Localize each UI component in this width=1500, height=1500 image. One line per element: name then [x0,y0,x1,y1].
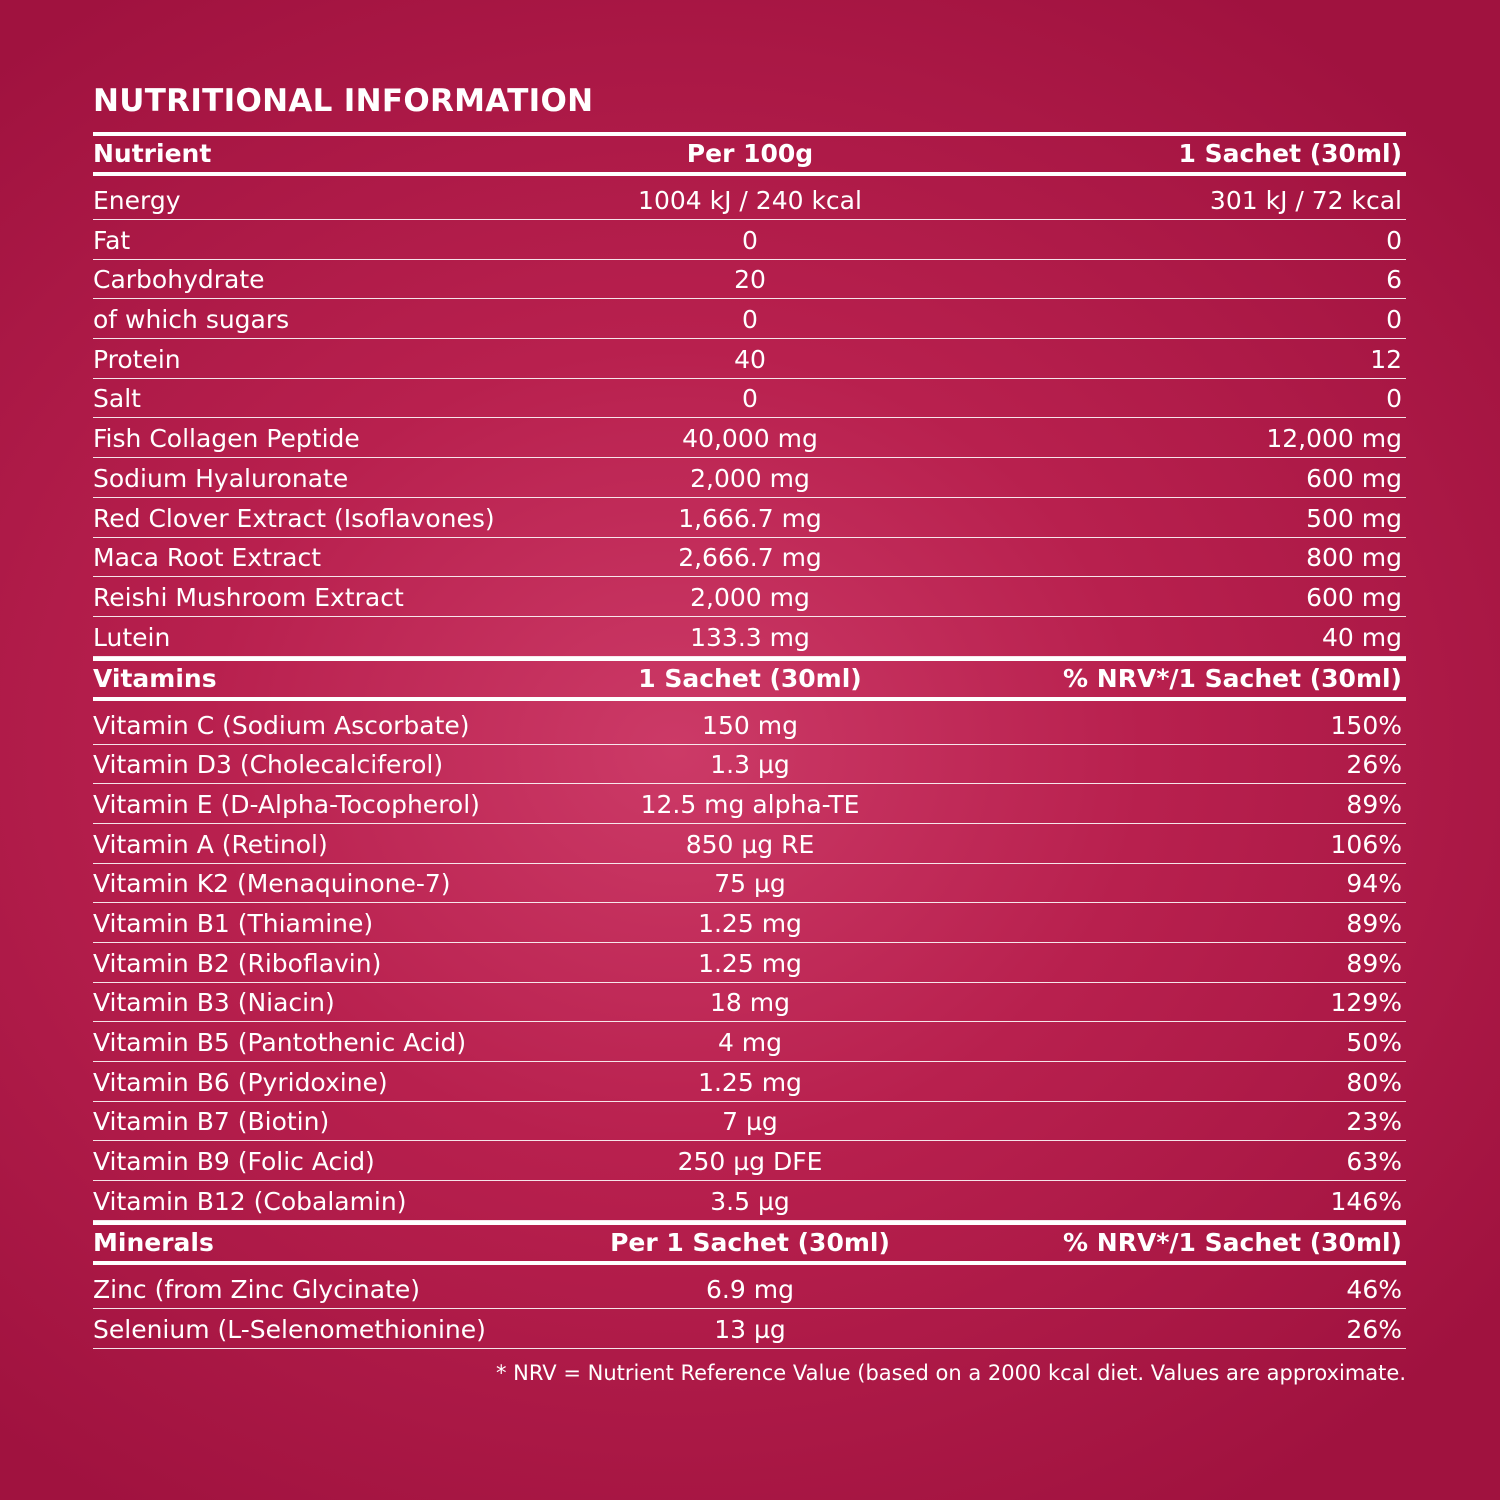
row-value: 46% [1346,1274,1402,1304]
row-value: 94% [1346,869,1402,899]
row-label: Vitamin B9 (Folic Acid) [93,1147,375,1177]
row-value: 301 kJ / 72 kcal [1209,186,1402,215]
table-row [93,176,1406,220]
row-label: Lutein [93,622,171,652]
row-value: 18 mg [710,988,790,1018]
table-row [93,379,1406,419]
table-row [93,260,1406,300]
row-label: Vitamin B3 (Niacin) [93,988,335,1018]
row-value: 1.25 mg [698,948,802,978]
table-row [93,418,1406,458]
row-value: 600 mg [1306,463,1402,493]
table-row [93,983,1406,1023]
row-value: 12 [1370,344,1402,374]
row-value: 26% [1346,750,1402,780]
row-value: 12.5 mg alpha-TE [640,789,860,819]
row-label: Fish Collagen Peptide [93,424,360,454]
row-value: 26% [1346,1314,1402,1344]
row-value: 0 [1386,305,1402,335]
minerals-header-cell: % NRV*/1 Sachet (30ml) [1063,1227,1402,1257]
row-label: Vitamin B6 (Pyridoxine) [93,1067,388,1097]
table-row [93,1062,1406,1102]
table-row [93,1022,1406,1062]
row-label: Protein [93,344,181,374]
table-row [93,617,1406,657]
vitamins-header-cell: % NRV*/1 Sachet (30ml) [1063,663,1402,693]
table-row [93,701,1406,745]
row-value: 150 mg [702,710,798,740]
table-row [93,1309,1406,1349]
minerals-section [93,1221,1406,1349]
row-label: Salt [93,384,141,414]
row-label: Vitamin E (D-Alpha-Tocopherol) [93,789,480,819]
row-value: 0 [742,225,758,255]
row-value: 129% [1330,988,1402,1018]
row-value: 89% [1346,789,1402,819]
nutrients-header-cell: 1 Sachet (30ml) [1178,139,1402,168]
row-label: Energy [93,186,181,215]
row-value: 6.9 mg [706,1274,794,1304]
row-value: 1.25 mg [698,909,802,938]
row-value: 0 [742,384,758,414]
row-label: Vitamin B5 (Pantothenic Acid) [93,1028,467,1058]
table-row [93,1181,1406,1221]
table-row [93,864,1406,904]
table-row [93,745,1406,785]
row-value: 7 µg [722,1107,778,1137]
row-value: 500 mg [1306,503,1402,533]
row-label: Vitamin B1 (Thiamine) [93,909,374,938]
row-value: 40,000 mg [682,424,818,454]
table-row [93,1102,1406,1142]
row-label: Maca Root Extract [93,543,322,573]
row-value: 6 [1386,265,1402,295]
row-label: Selenium (L-Selenomethionine) [93,1314,486,1344]
row-label: Zinc (from Zinc Glycinate) [93,1274,421,1304]
table-row [93,498,1406,538]
minerals-header-row [93,1221,1406,1265]
table-row [93,1265,1406,1309]
nutrition-panel [93,80,1406,1385]
row-value: 12,000 mg [1266,424,1402,454]
row-label: Sodium Hyaluronate [93,463,349,493]
nutrients-header-cell: Nutrient [93,139,212,168]
table-row [93,903,1406,943]
row-value: 1.3 µg [710,750,790,780]
vitamins-header-row [93,657,1406,701]
row-value: 106% [1330,829,1402,859]
table-row [93,824,1406,864]
row-label: Vitamin B2 (Riboflavin) [93,948,382,978]
row-label: Vitamin C (Sodium Ascorbate) [93,710,470,740]
row-value: 133.3 mg [690,622,810,652]
row-label: Vitamin D3 (Cholecalciferol) [93,750,444,780]
table-row [93,220,1406,260]
row-value: 0 [742,305,758,335]
row-value: 2,666.7 mg [678,543,822,573]
table-row [93,299,1406,339]
row-label: Vitamin K2 (Menaquinone-7) [93,869,451,899]
row-value: 23% [1346,1107,1402,1137]
nutrients-section [93,132,1406,657]
row-value: 2,000 mg [690,582,810,612]
row-value: 800 mg [1306,543,1402,573]
row-value: 3.5 µg [710,1186,790,1216]
row-value: 89% [1346,909,1402,938]
row-value: 146% [1330,1186,1402,1216]
row-value: 13 µg [714,1314,786,1344]
row-value: 50% [1346,1028,1402,1058]
table-row [93,1141,1406,1181]
row-label: Carbohydrate [93,265,265,295]
row-value: 0 [1386,225,1402,255]
row-value: 250 µg DFE [677,1147,823,1177]
row-label: Vitamin A (Retinol) [93,829,328,859]
row-value: 63% [1346,1147,1402,1177]
footnote: * NRV = Nutrient Reference Value (based on a 2000 kcal diet. Values are approximate. [495,1360,1406,1385]
row-value: 1,666.7 mg [678,503,822,533]
row-value: 1004 kJ / 240 kcal [638,186,862,215]
table-row [93,577,1406,617]
vitamins-section [93,657,1406,1221]
vitamins-header-cell: 1 Sachet (30ml) [638,663,862,693]
row-value: 850 µg RE [685,829,815,859]
page-title: NUTRITIONAL INFORMATION [93,83,594,119]
row-value: 40 [734,344,766,374]
row-label: Red Clover Extract (Isoflavones) [93,503,495,533]
row-value: 1.25 mg [698,1067,802,1097]
table-row [93,339,1406,379]
table-row [93,538,1406,578]
row-label: Fat [93,225,131,255]
vitamins-header-cell: Vitamins [93,663,217,693]
row-value: 75 µg [714,869,786,899]
table-row [93,943,1406,983]
row-label: Vitamin B7 (Biotin) [93,1107,330,1137]
row-value: 2,000 mg [690,463,810,493]
row-value: 4 mg [717,1028,783,1058]
row-label: of which sugars [93,305,290,335]
minerals-header-cell: Per 1 Sachet (30ml) [610,1227,890,1257]
row-value: 89% [1346,948,1402,978]
table-row [93,784,1406,824]
row-value: 20 [734,265,766,295]
row-label: Reishi Mushroom Extract [93,582,404,612]
row-value: 150% [1330,710,1402,740]
table-row [93,458,1406,498]
row-value: 40 mg [1322,622,1402,652]
row-label: Vitamin B12 (Cobalamin) [93,1186,407,1216]
row-value: 80% [1346,1067,1402,1097]
row-value: 0 [1386,384,1402,414]
nutrients-header-cell: Per 100g [686,139,814,168]
minerals-header-cell: Minerals [93,1227,214,1257]
nutrients-header-row [93,132,1406,176]
row-value: 600 mg [1306,582,1402,612]
